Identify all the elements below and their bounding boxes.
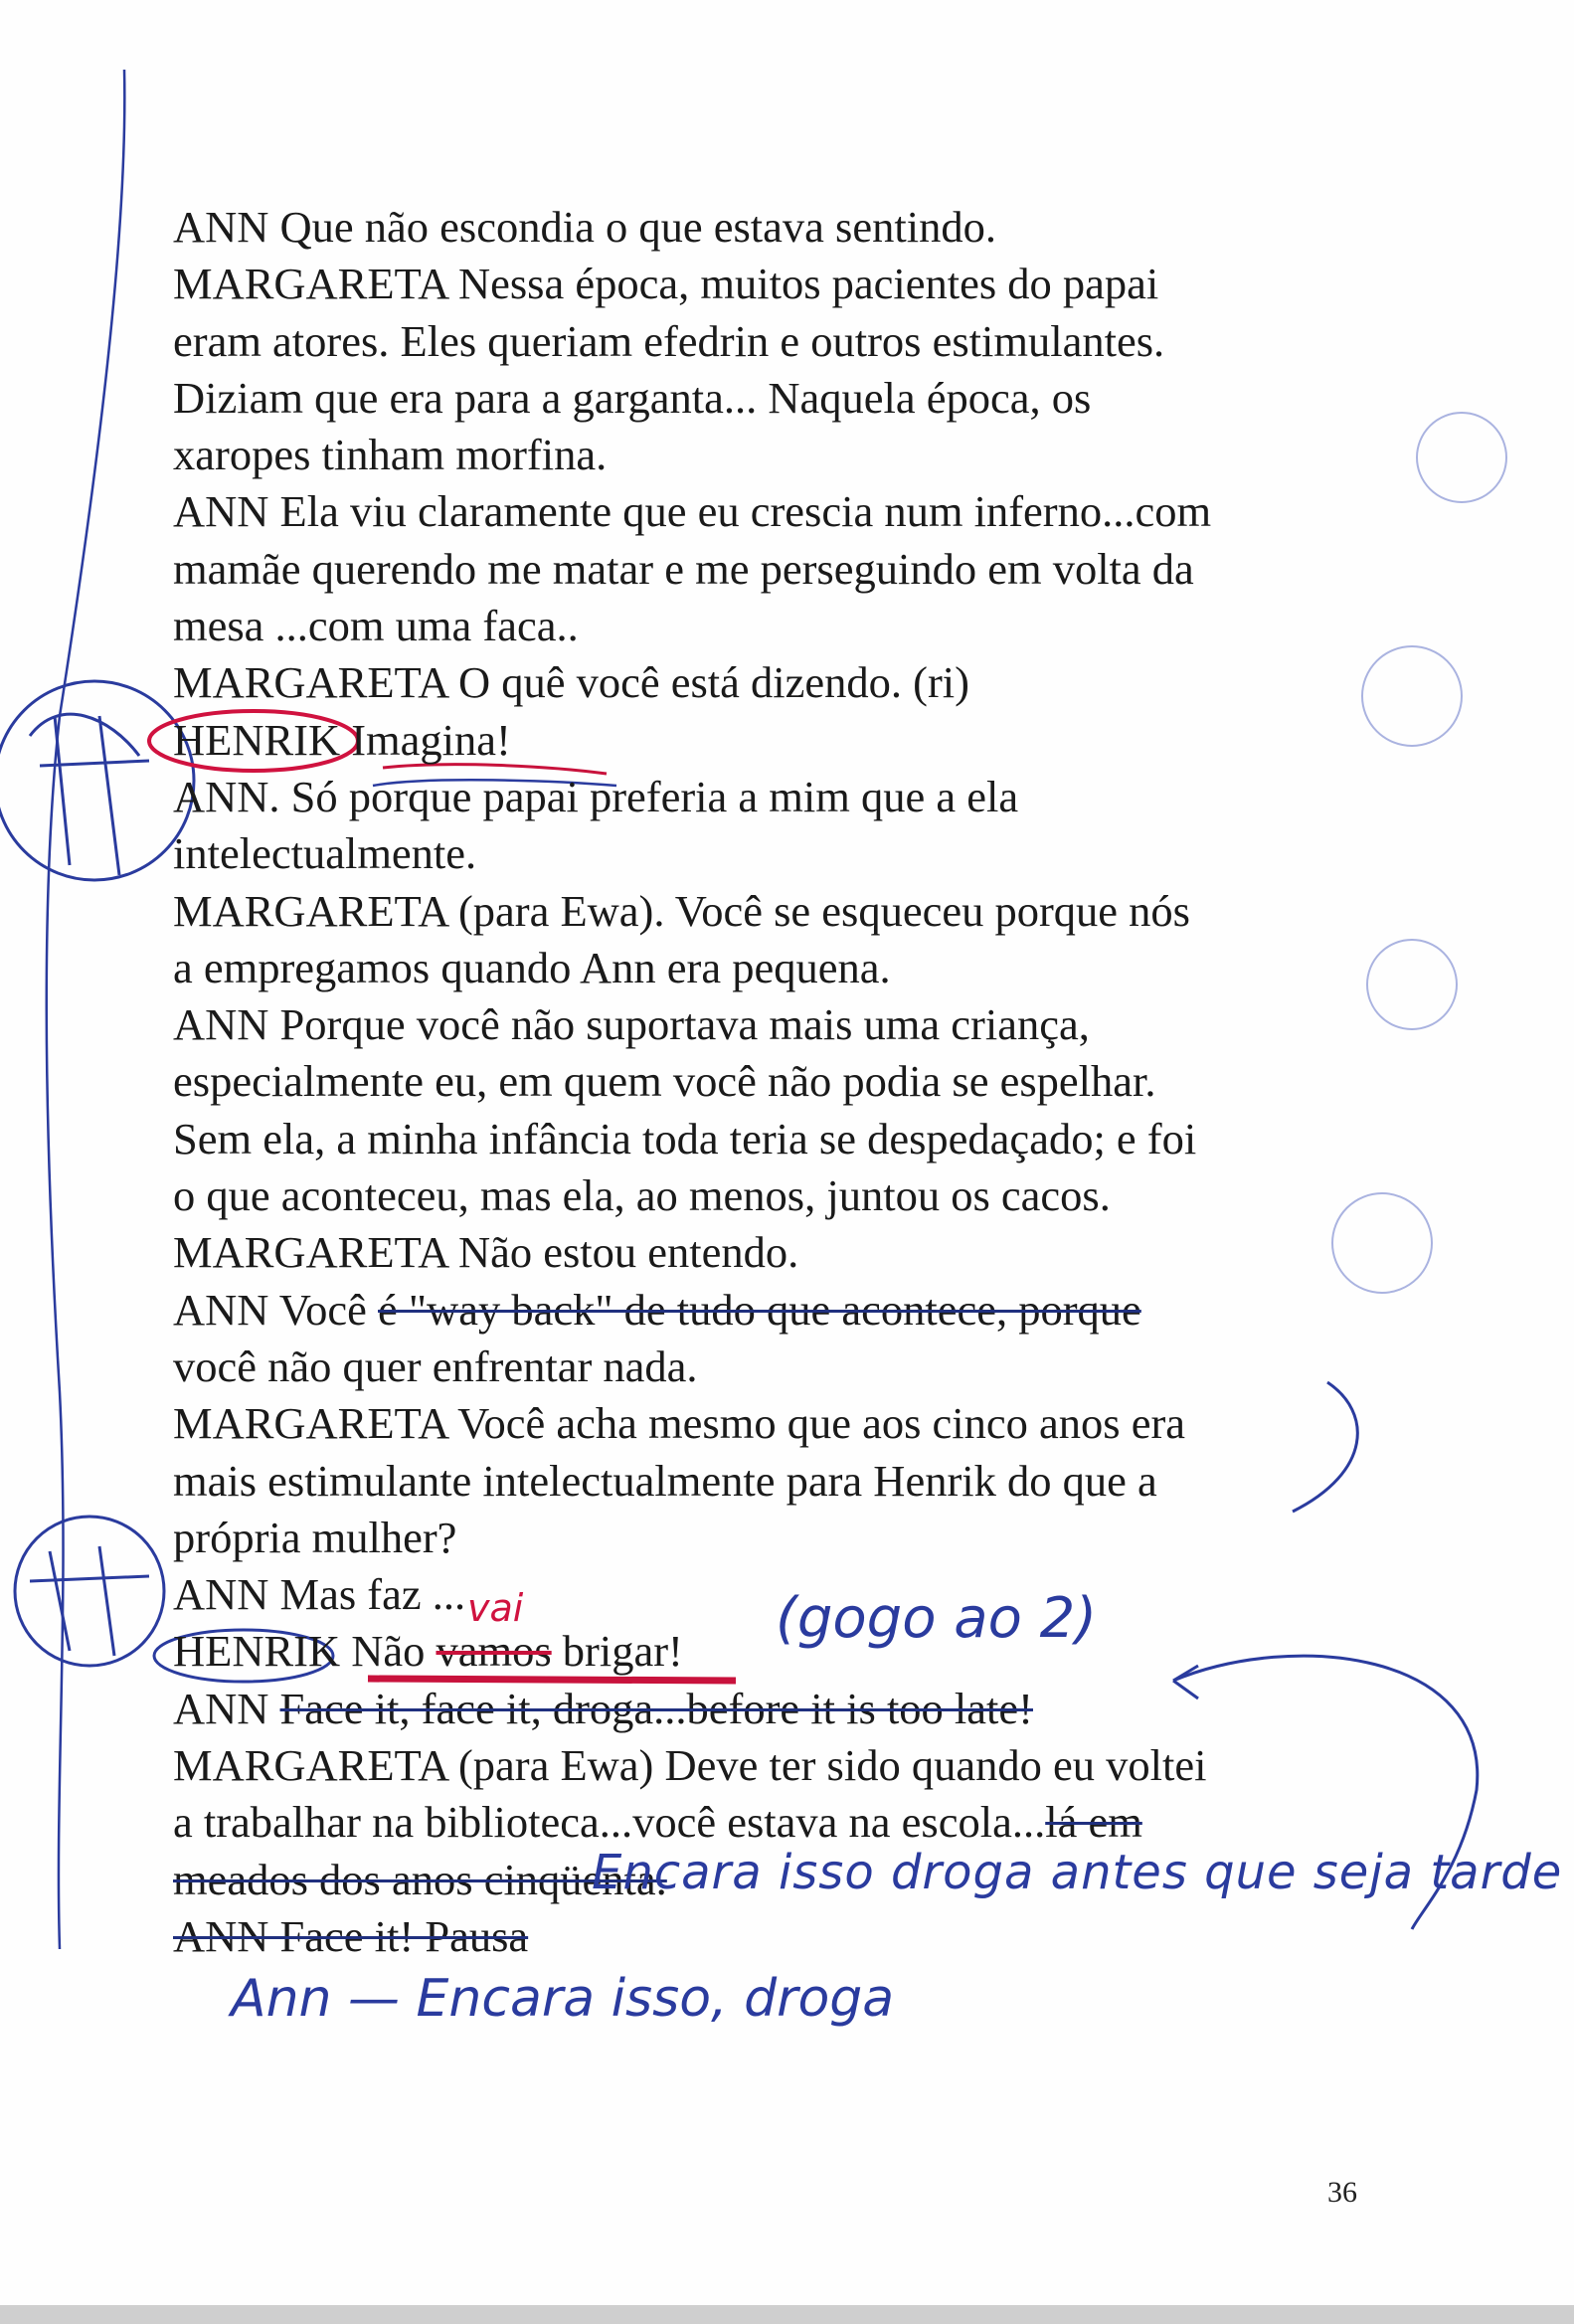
script-line: a trabalhar na biblioteca...você estava na escola...lá em xyxy=(173,1797,1142,1848)
script-line: eram atores. Eles queriam efedrin e outros estimulantes. xyxy=(173,315,1165,366)
script-line: ANN Você é "way back" de tudo que acontece, porque xyxy=(173,1284,1141,1335)
script-line: ANN Que não escondia o que estava sentindo. xyxy=(173,202,996,252)
script-line: ANN Face it, face it, droga...before it is too late! xyxy=(173,1683,1033,1733)
script-line: MARGARETA O quê você está dizendo. (ri) xyxy=(173,657,969,708)
handwritten-margin-note: (gogo ao 2) xyxy=(776,1586,1098,1651)
script-line: ANN Mas faz ... xyxy=(173,1569,466,1620)
script-line: própria mulher? xyxy=(173,1512,457,1562)
script-line: Diziam que era para a garganta... Naquela época, os xyxy=(173,372,1092,423)
script-line xyxy=(173,1908,1406,1965)
script-line: a empregamos quando Ann era pequena. xyxy=(173,942,891,992)
handwritten-insert-word: vai xyxy=(467,1586,524,1630)
script-line: você não quer enfrentar nada. xyxy=(173,1341,698,1391)
script-line: MARGARETA Não estou entendo. xyxy=(173,1227,799,1278)
script-line: HENRIK Não vamos brigar! xyxy=(173,1626,683,1677)
script-line: especialmente eu, em quem você não podia se espelhar. xyxy=(173,1056,1156,1107)
struck-text: ANN Face it! Pausa xyxy=(173,1910,529,1961)
script-line: MARGARETA (para Ewa). Você se esqueceu porque nós xyxy=(173,885,1190,936)
script-line: mais estimulante intelectualmente para Henrik do que a xyxy=(173,1455,1157,1506)
page-number: 36 xyxy=(1327,2176,1357,2209)
script-line: MARGARETA Nessa época, muitos pacientes do papai xyxy=(173,259,1159,309)
struck-text: lá em xyxy=(1045,1797,1142,1848)
script-line: HENRIK Imagina! xyxy=(173,714,511,765)
struck-text: é "way back" de tudo que acontece, porque xyxy=(378,1284,1141,1335)
script-line: intelectualmente. xyxy=(173,828,477,879)
script-line: MARGARETA Você acha mesmo que aos cinco anos era xyxy=(173,1398,1186,1449)
script-line: Sem ela, a minha infância toda teria se despedaçado; e foi xyxy=(173,1113,1197,1163)
script-line: xaropes tinham morfina. xyxy=(173,430,608,480)
script-line: ANN. Só porque papai preferia a mim que a ela xyxy=(173,771,1019,821)
script-line: mesa ...com uma faca.. xyxy=(173,601,579,651)
struck-text: meados dos anos cinqüenta. xyxy=(173,1854,667,1904)
handwritten-added-line: Ann — Encara isso, droga xyxy=(231,1969,895,2029)
page-edge xyxy=(0,2305,1574,2324)
script-text xyxy=(173,199,1406,1965)
struck-text: Face it, face it, droga...before it is too late! xyxy=(279,1683,1033,1733)
script-line: mamãe querendo me matar e me perseguindo em volta da xyxy=(173,543,1194,594)
script-line: ANN Ela viu claramente que eu crescia num inferno...com xyxy=(173,486,1212,537)
script-line: ANN Porque você não suportava mais uma criança, xyxy=(173,999,1090,1050)
script-line: MARGARETA (para Ewa) Deve ter sido quando eu voltei xyxy=(173,1740,1207,1791)
struck-text: vamos xyxy=(436,1626,552,1677)
handwritten-replacement: Encara isso droga antes que seja tarde xyxy=(592,1845,1563,1900)
script-line: o que aconteceu, mas ela, ao menos, juntou os cacos. xyxy=(173,1170,1111,1221)
